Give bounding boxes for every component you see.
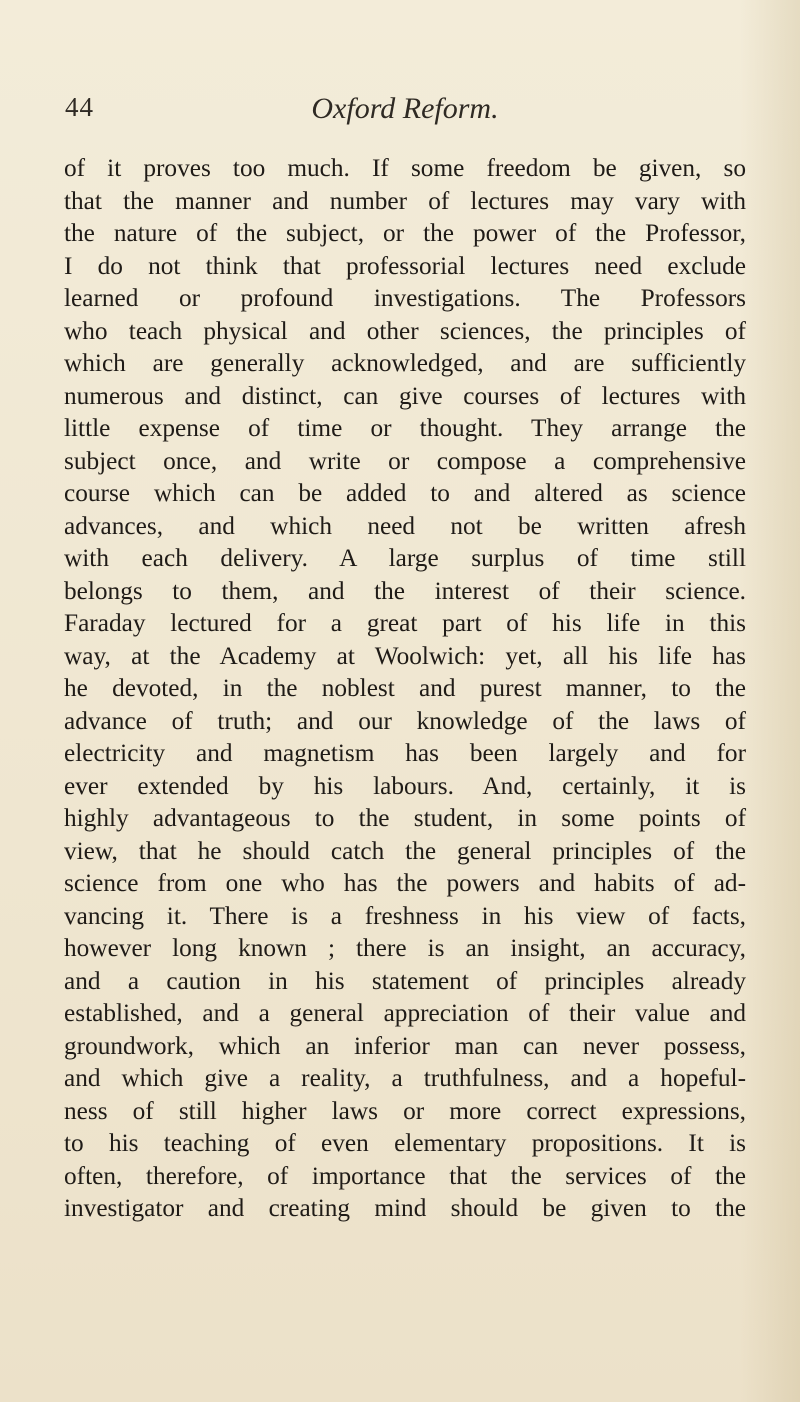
text-line: view, that he should catch the general principles of the (64, 836, 746, 865)
body-text (64, 152, 746, 1225)
text-line: the nature of the subject, or the power of the Professor, (64, 219, 746, 247)
text-line: of it proves too much. If some freedom be given, so (64, 154, 746, 182)
text-line: which are generally acknowledged, and are sufficiently (64, 349, 746, 377)
text-line: Faraday lectured for a great part of his life in this (64, 609, 746, 637)
text-line: advances, and which need not be written afresh (64, 511, 746, 540)
text-line: belongs to them, and the interest of their science. (64, 576, 746, 605)
text-line: often, therefore, of importance that the services of the (64, 1161, 746, 1190)
text-line: and which give a reality, a truthfulness, and a hopeful- (64, 1064, 746, 1092)
text-line: little expense of time or thought. They arrange the (64, 414, 746, 442)
page-header (65, 92, 745, 132)
text-line: science from one who has the powers and habits of ad- (64, 869, 746, 897)
text-line: ever extended by his labours. And, certainly, it is (64, 771, 746, 800)
text-line: highly advantageous to the student, in some points of (64, 804, 746, 832)
text-line: electricity and magnetism has been largely and for (64, 739, 746, 767)
text-line: that the manner and number of lectures may vary with (64, 186, 746, 215)
text-line: advance of truth; and our knowledge of the laws of (64, 706, 746, 735)
text-line: and a caution in his statement of principles already (64, 966, 746, 995)
text-line: subject once, and write or compose a comprehensive (64, 446, 746, 475)
text-line: learned or profound investigations. The Professors (64, 284, 746, 312)
text-line: vancing it. There is a freshness in his view of facts, (64, 901, 746, 930)
text-line: numerous and distinct, can give courses of lectures with (64, 381, 746, 410)
text-line: however long known ; there is an insight, an accuracy, (64, 934, 746, 962)
text-line: investigator and creating mind should be given to the (64, 1194, 746, 1222)
text-line: with each delivery. A large surplus of time still (64, 544, 746, 572)
text-line: he devoted, in the noblest and purest manner, to the (64, 674, 746, 702)
text-line: ness of still higher laws or more correct expressions, (64, 1096, 746, 1125)
text-line: who teach physical and other sciences, the principles of (64, 316, 746, 345)
text-line: way, at the Academy at Woolwich: yet, all his life has (64, 641, 746, 670)
text-line: groundwork, which an inferior man can never possess, (64, 1031, 746, 1060)
running-title: Oxford Reform. (311, 92, 499, 125)
page-number: 44 (65, 92, 94, 122)
text-line: I do not think that professorial lectures need exclude (64, 251, 746, 280)
text-line: established, and a general appreciation of their value and (64, 999, 746, 1027)
text-line: course which can be added to and altered as science (64, 479, 746, 507)
text-line: to his teaching of even elementary propositions. It is (64, 1129, 746, 1157)
